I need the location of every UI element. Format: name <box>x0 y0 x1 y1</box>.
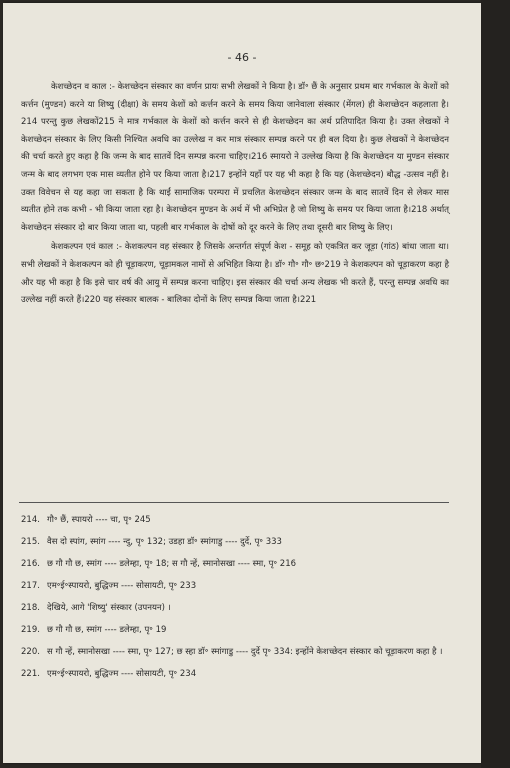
main-text <box>21 79 449 310</box>
footnote-item <box>21 623 449 637</box>
document-page <box>3 3 481 763</box>
footnote-text: एम॰ई॰स्पायरो, बुद्धिज्म ---- सोसायटी, पृ॰ 234 <box>47 669 197 679</box>
footnotes <box>21 513 449 689</box>
paragraph-keshkalpan: केशकल्पन एवं काल :- केशकल्पन वह संस्कार है जिसके अन्तर्गत संपूर्ण केश - समूह को एकत्रित कर जूड़ा (गांठ) बांधा जाता था। सभी लेखकों ने केशकल्पन को ही चूड़ाकरण, चूड़ामकल नामों से अभिहित किया है। डॉ॰ गौ॰ गौ॰ छ॰219 ने केशकल्पन को चूड़ाकरण कहा है और यह भी कहा है कि इसे चार वर्ष की आयु में सम्पन्न करना चाहिए। इस संस्कार की चर्चा अन्य लेखक भी करते हैं, परन्तु सम्पन्न अवधि का उल्लेख नहीं करते हैं।220 यह संस्कार बालक - बालिका दोनों के लिए सम्पन्न किया जाता है।221 <box>21 242 449 306</box>
paragraph-keshchhedan: केशच्छेदन व काल :- केशच्छेदन संस्कार का वर्णन प्रायः सभी लेखकों ने किया है। डॉ॰ छैं के अनुसार प्रथम बार गर्भकाल के केशों को कर्त्तन (मुण्डन) करने या शिष्यु (दीक्षा) के समय केशों को कर्त्तन करने के समय किया जानेवाला संस्कार (मेंगल) ही केशच्छेदन कहलाता है।214 परन्तु कुछ लेखकों215 ने मात्र गर्भकाल के केशों को कर्त्तन करने से ही केशच्छेदन का अर्थ प्रतिपादित किया है। उक्त लेखकों ने केशच्छेदन संस्कार के लिए किसी निश्चित अवधि का उल्लेख न कर मात्र संस्कार सम्पन्न करने पर ही बल दिया है। कुछ लेखकों ने केशच्छेदन की चर्चा करते हुए कहा है कि जन्म के बाद सातवें दिन सम्पन्न करना चाहिए।216 स्मायरो ने उल्लेख किया है कि केशच्छेदन या मुण्डन संस्कार जन्म के बाद लगभग एक मास व्यतीत होने पर किया जाता है।217 इन्होंने यहाँ पर यह भी कहा है कि यह (केशच्छेदन) बौद्ध -उत्सव नहीं है। उक्त विवेचन से यह कहा जा सकता है कि थाईं सामाजिक परम्परा में प्रचलित केशच्छेदन संस्कार जन्म के बाद सातवें दिन से लेकर मास व्यतीत होने तक कभी - भी किया जाता रहा है। केशच्छेदन मुण्डन के अर्थ में भी अभिप्रेत है जो शिष्यु के समय पर किया जाता है।218 अर्थात् केशच्छेदन संस्कार दो बार किया जाता था, पहली बार गर्भकाल के दोषों को दूर करने के लिए तथा दूसरी बार शिष्यु के लिए। <box>21 82 449 233</box>
footnote-text: छ गौ गौ छ, स्मांग ---- डलेम्हा, पृ॰ 18; स गौ न्हें, स्मानोसखा ---- स्मा, पृ॰ 216 <box>47 559 297 569</box>
footnote-number: 218. <box>21 603 40 613</box>
footnote-item <box>21 645 449 659</box>
footnote-number: 215. <box>21 537 40 547</box>
footnote-item <box>21 579 449 593</box>
footnote-number: 217. <box>21 581 40 591</box>
footnote-item <box>21 513 449 527</box>
footnote-number: 219. <box>21 625 40 635</box>
footnote-text: गौ॰ छैं, स्पायरो ---- चा, पृ॰ 245 <box>47 515 151 525</box>
footnote-number: 220. <box>21 647 40 657</box>
footnote-text: देखिये, आगे 'शिष्यु' संस्कार (उपनयन) । <box>47 603 171 613</box>
footnote-item <box>21 535 449 549</box>
footnote-number: 216. <box>21 559 40 569</box>
scan-background-edge <box>481 0 510 768</box>
footnote-number: 221. <box>21 669 40 679</box>
footnote-text: वैस दो स्पांग, स्मांग ---- न्दु, पृ॰ 132; उडहा डॉ॰ स्मांगाडु ---- दुर्दे, पृ॰ 333 <box>47 537 282 547</box>
footnote-text: एम॰ई॰स्पायरो, बुद्धिज्म ---- सोसायटी, पृ॰ 233 <box>47 581 197 591</box>
footnote-number: 214. <box>21 515 40 525</box>
footnote-item <box>21 601 449 615</box>
footnote-item <box>21 557 449 571</box>
footnote-item <box>21 667 449 681</box>
footnote-divider <box>19 502 449 503</box>
page-number: - 46 - <box>227 51 257 64</box>
footnote-text: छ गौ गौ छ, स्मांग ---- डलेम्हा, पृ॰ 19 <box>47 625 167 635</box>
footnote-text: स गौ न्हें, स्मानोसखा ---- स्मा, पृ॰ 127; छ स्हा डॉ॰ स्मांगाडु ---- दुर्दे पृ॰ 334: इन्होंने केशच्छेदन संस्कार को चूड़ाकरण कहा है । <box>47 647 443 657</box>
